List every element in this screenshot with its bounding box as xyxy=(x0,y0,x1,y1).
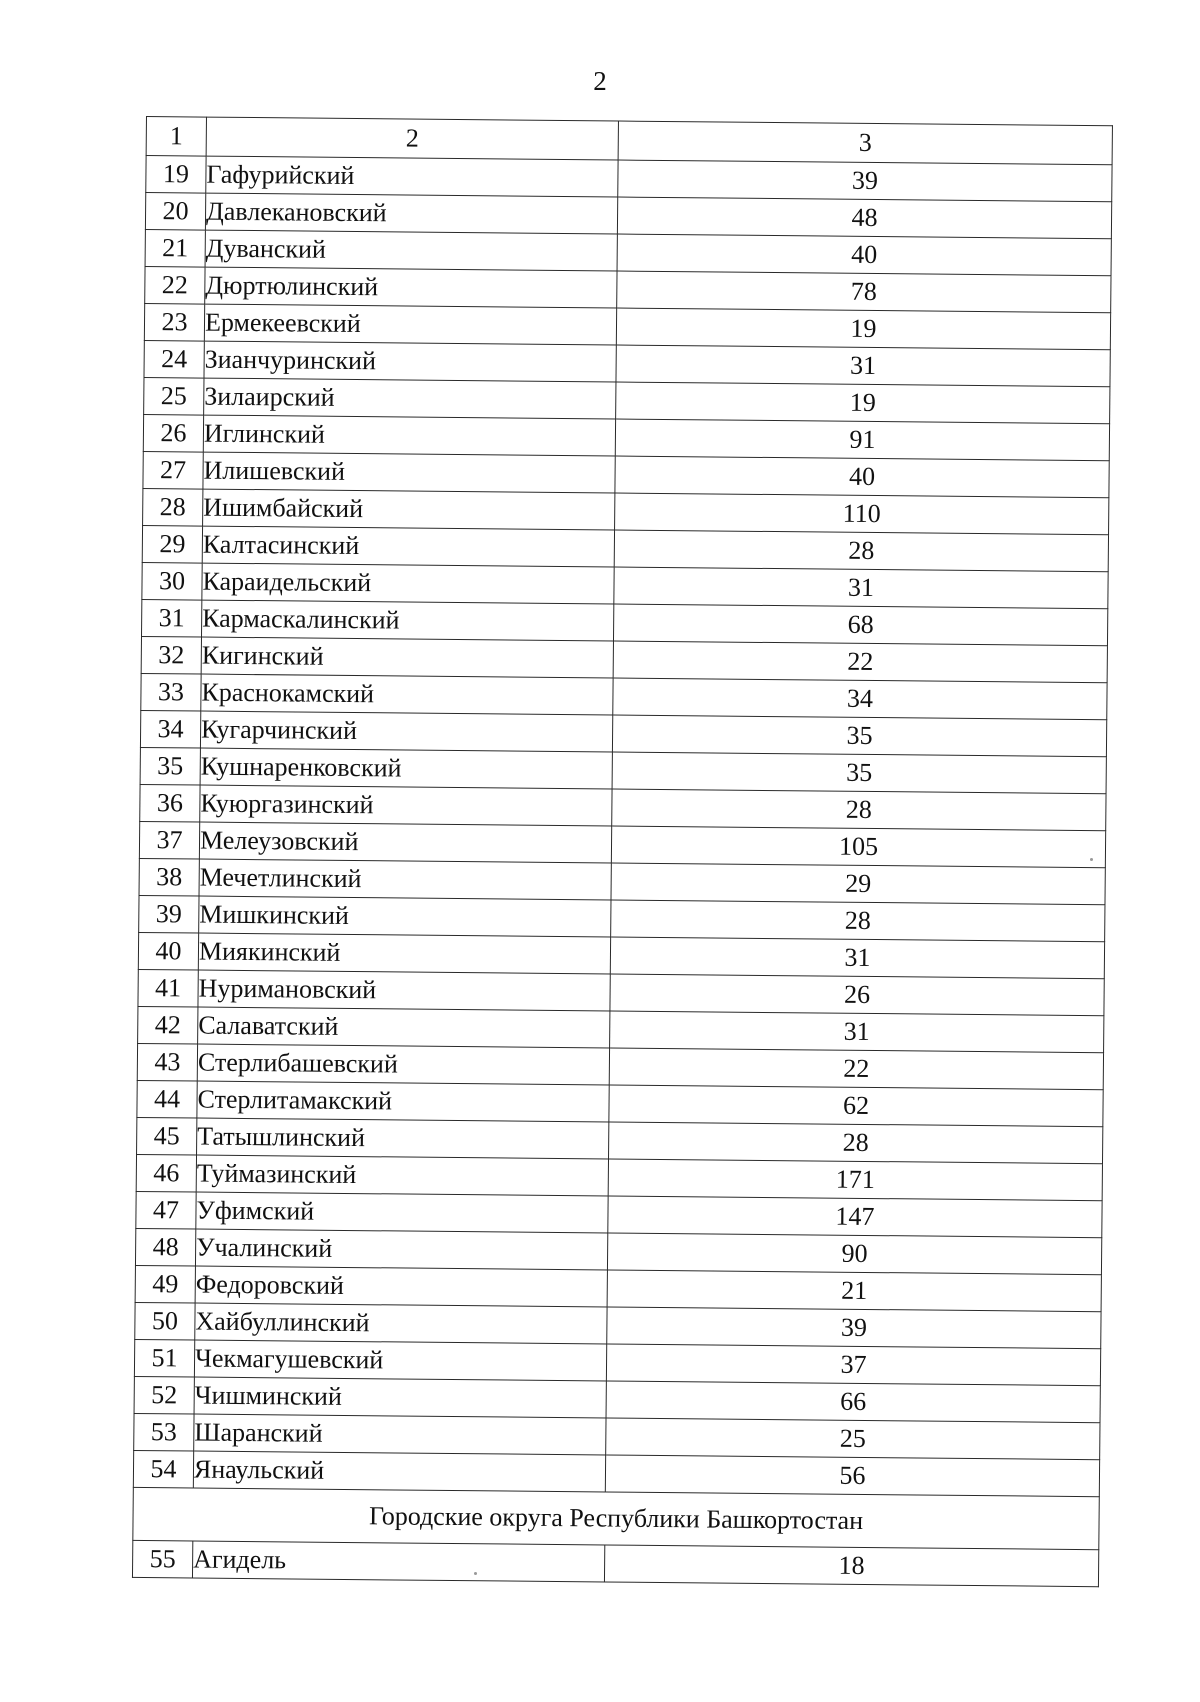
row-number: 45 xyxy=(137,1117,197,1155)
district-name: Зилаирский xyxy=(204,378,616,419)
row-number: 36 xyxy=(140,784,200,822)
section-header-row xyxy=(133,1487,1099,1549)
district-name: Янаульский xyxy=(193,1451,605,1492)
district-name: Иглинский xyxy=(203,415,615,456)
district-name: Ермекеевский xyxy=(204,304,616,345)
row-value: 19 xyxy=(616,308,1110,350)
row-number: 53 xyxy=(134,1413,194,1451)
row-number: 25 xyxy=(144,377,204,415)
row-number: 47 xyxy=(136,1191,196,1229)
district-name: Дюртюлинский xyxy=(205,267,617,308)
header-cell-name: 2 xyxy=(206,117,618,160)
section-title: Городские округа Республики Башкортостан xyxy=(133,1487,1099,1549)
row-number: 27 xyxy=(143,451,203,489)
district-name: Туймазинский xyxy=(196,1155,608,1196)
district-name: Мечетлинский xyxy=(199,859,611,900)
district-name: Учалинский xyxy=(195,1229,607,1270)
row-number: 54 xyxy=(133,1450,193,1488)
scan-speck xyxy=(474,1572,477,1575)
row-value: 56 xyxy=(605,1455,1099,1497)
district-name: Калтасинский xyxy=(202,526,614,567)
district-name: Мишкинский xyxy=(199,896,611,937)
row-number: 43 xyxy=(137,1043,197,1081)
district-name: Краснокамский xyxy=(201,674,613,715)
row-value: 31 xyxy=(616,345,1110,387)
district-name: Кигинский xyxy=(201,637,613,678)
district-name: Куюргазинский xyxy=(200,785,612,826)
row-number: 24 xyxy=(144,340,204,378)
row-value: 26 xyxy=(610,974,1104,1016)
row-number: 23 xyxy=(144,303,204,341)
row-number: 19 xyxy=(146,156,206,194)
row-number: 40 xyxy=(138,932,198,970)
row-value: 31 xyxy=(610,1011,1104,1053)
row-value: 39 xyxy=(618,160,1112,202)
row-value: 66 xyxy=(606,1381,1100,1423)
row-value: 22 xyxy=(613,641,1107,683)
page-number: 2 xyxy=(593,66,607,96)
district-name: Нуримановский xyxy=(198,970,610,1011)
row-value: 40 xyxy=(615,456,1109,498)
district-name: Стерлибашевский xyxy=(197,1044,609,1085)
district-name: Уфимский xyxy=(196,1192,608,1233)
row-value: 28 xyxy=(609,1122,1103,1164)
district-name: Давлекановский xyxy=(205,193,617,234)
district-name: Илишевский xyxy=(203,452,615,493)
row-number: 20 xyxy=(145,193,205,231)
district-name: Салаватский xyxy=(198,1007,610,1048)
row-value: 22 xyxy=(609,1048,1103,1090)
row-value: 40 xyxy=(617,234,1111,276)
row-value: 31 xyxy=(614,567,1108,609)
row-value: 29 xyxy=(611,863,1105,905)
row-number: 22 xyxy=(145,266,205,304)
row-value: 31 xyxy=(610,937,1104,979)
district-name: Агидель xyxy=(192,1541,604,1582)
header-cell-value: 3 xyxy=(618,121,1112,165)
row-number: 51 xyxy=(134,1339,194,1377)
row-number: 49 xyxy=(135,1265,195,1303)
document-sheet xyxy=(132,116,1112,1587)
district-name: Гафурийский xyxy=(206,156,618,197)
district-name: Кугарчинский xyxy=(200,711,612,752)
row-number: 48 xyxy=(135,1228,195,1266)
row-value: 21 xyxy=(607,1270,1101,1312)
row-value: 147 xyxy=(608,1196,1102,1238)
district-name: Шаранский xyxy=(194,1414,606,1455)
district-name: Мелеузовский xyxy=(199,822,611,863)
row-value: 28 xyxy=(612,789,1106,831)
district-name: Хайбуллинский xyxy=(195,1303,607,1344)
row-value: 90 xyxy=(607,1233,1101,1275)
data-table xyxy=(132,116,1113,1587)
district-name: Кушнаренковский xyxy=(200,748,612,789)
row-number: 31 xyxy=(142,599,202,637)
row-number: 21 xyxy=(145,229,205,267)
row-value: 18 xyxy=(604,1545,1098,1587)
row-value: 25 xyxy=(606,1418,1100,1460)
row-number: 44 xyxy=(137,1080,197,1118)
district-name: Татышлинский xyxy=(197,1118,609,1159)
row-value: 171 xyxy=(608,1159,1102,1201)
district-name: Чишминский xyxy=(194,1377,606,1418)
row-value: 34 xyxy=(613,678,1107,720)
row-number: 28 xyxy=(143,488,203,526)
row-number: 41 xyxy=(138,969,198,1007)
table-row xyxy=(132,1540,1098,1586)
row-number: 35 xyxy=(140,747,200,785)
row-value: 110 xyxy=(615,493,1109,535)
district-name: Кармаскалинский xyxy=(202,600,614,641)
row-number: 55 xyxy=(132,1540,192,1578)
district-name: Караидельский xyxy=(202,563,614,604)
row-value: 48 xyxy=(617,197,1111,239)
row-value: 28 xyxy=(611,900,1105,942)
row-number: 29 xyxy=(142,525,202,563)
row-number: 39 xyxy=(139,895,199,933)
row-value: 19 xyxy=(616,382,1110,424)
row-value: 78 xyxy=(617,271,1111,313)
district-name: Ишимбайский xyxy=(203,489,615,530)
row-number: 46 xyxy=(136,1154,196,1192)
row-number: 26 xyxy=(143,414,203,452)
row-number: 34 xyxy=(140,710,200,748)
row-value: 37 xyxy=(606,1344,1100,1386)
row-number: 38 xyxy=(139,858,199,896)
row-value: 39 xyxy=(607,1307,1101,1349)
row-value: 68 xyxy=(613,604,1107,646)
district-name: Дуванский xyxy=(205,230,617,271)
scan-speck xyxy=(1090,858,1093,861)
district-name: Стерлитамакский xyxy=(197,1081,609,1122)
row-number: 42 xyxy=(138,1006,198,1044)
row-number: 52 xyxy=(134,1376,194,1414)
row-number: 37 xyxy=(139,821,199,859)
header-cell-number: 1 xyxy=(146,117,206,157)
row-value: 91 xyxy=(615,419,1109,461)
row-value: 35 xyxy=(612,752,1106,794)
district-name: Чекмагушевский xyxy=(194,1340,606,1381)
row-number: 30 xyxy=(142,562,202,600)
district-name: Миякинский xyxy=(198,933,610,974)
district-name: Зианчуринский xyxy=(204,341,616,382)
row-number: 33 xyxy=(141,673,201,711)
row-value: 105 xyxy=(611,826,1105,868)
row-value: 35 xyxy=(612,715,1106,757)
row-number: 50 xyxy=(135,1302,195,1340)
district-name: Федоровский xyxy=(195,1266,607,1307)
row-value: 62 xyxy=(609,1085,1103,1127)
row-number: 32 xyxy=(141,636,201,674)
row-value: 28 xyxy=(614,530,1108,572)
